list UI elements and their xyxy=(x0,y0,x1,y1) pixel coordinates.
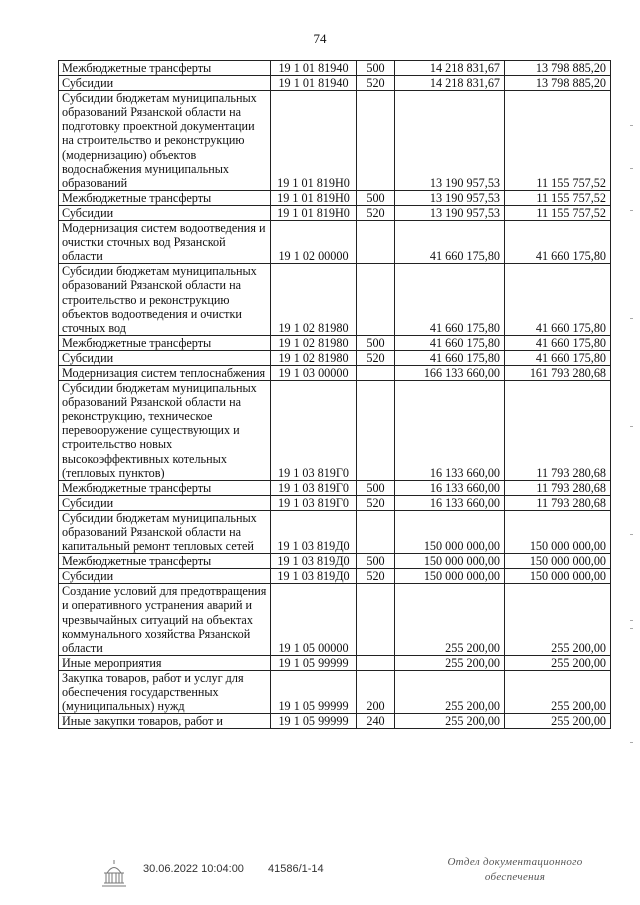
row-amount-1-cell: 41 660 175,80 xyxy=(395,264,505,335)
row-name-cell: Субсидии xyxy=(59,495,271,510)
scan-edge-marks xyxy=(630,0,634,905)
row-expense-type-cell xyxy=(357,655,395,670)
row-name-cell: Межбюджетные трансферты xyxy=(59,61,271,76)
row-amount-1-cell: 16 133 660,00 xyxy=(395,480,505,495)
row-code-cell: 19 1 01 819Н0 xyxy=(271,205,357,220)
row-amount-2-cell: 11 793 280,68 xyxy=(505,495,611,510)
budget-table xyxy=(58,60,611,729)
row-name-cell: Субсидии xyxy=(59,350,271,365)
table-row xyxy=(59,714,611,729)
row-expense-type-cell: 500 xyxy=(357,335,395,350)
table-row xyxy=(59,350,611,365)
table-row xyxy=(59,495,611,510)
row-name-cell: Модернизация систем водоотведения и очистки сточных вод Рязанской области xyxy=(59,221,271,264)
row-amount-1-cell: 14 218 831,67 xyxy=(395,76,505,91)
row-amount-2-cell: 11 155 757,52 xyxy=(505,190,611,205)
row-name-cell: Закупка товаров, работ и услуг для обеспечения государственных (муниципальных) нужд xyxy=(59,670,271,713)
row-code-cell: 19 1 05 99999 xyxy=(271,670,357,713)
row-code-cell: 19 1 01 819Н0 xyxy=(271,190,357,205)
row-amount-2-cell: 41 660 175,80 xyxy=(505,335,611,350)
row-expense-type-cell: 500 xyxy=(357,480,395,495)
row-name-cell: Межбюджетные трансферты xyxy=(59,480,271,495)
row-amount-2-cell: 41 660 175,80 xyxy=(505,221,611,264)
table-row xyxy=(59,584,611,655)
row-amount-2-cell: 150 000 000,00 xyxy=(505,510,611,553)
table-row xyxy=(59,510,611,553)
row-name-cell: Иные мероприятия xyxy=(59,655,271,670)
row-code-cell: 19 1 02 81980 xyxy=(271,264,357,335)
row-name-cell: Межбюджетные трансферты xyxy=(59,335,271,350)
row-amount-2-cell: 255 200,00 xyxy=(505,584,611,655)
row-amount-2-cell: 41 660 175,80 xyxy=(505,350,611,365)
row-amount-1-cell: 255 200,00 xyxy=(395,584,505,655)
row-amount-1-cell: 13 190 957,53 xyxy=(395,190,505,205)
row-expense-type-cell: 200 xyxy=(357,670,395,713)
row-amount-1-cell: 41 660 175,80 xyxy=(395,335,505,350)
row-name-cell: Субсидии xyxy=(59,569,271,584)
row-expense-type-cell: 500 xyxy=(357,61,395,76)
row-amount-1-cell: 150 000 000,00 xyxy=(395,510,505,553)
row-expense-type-cell: 520 xyxy=(357,495,395,510)
row-amount-1-cell: 255 200,00 xyxy=(395,714,505,729)
row-amount-2-cell: 150 000 000,00 xyxy=(505,569,611,584)
table-row xyxy=(59,335,611,350)
row-expense-type-cell: 500 xyxy=(357,190,395,205)
row-code-cell: 19 1 03 819Г0 xyxy=(271,495,357,510)
row-amount-2-cell: 255 200,00 xyxy=(505,670,611,713)
row-amount-1-cell: 255 200,00 xyxy=(395,670,505,713)
row-expense-type-cell xyxy=(357,584,395,655)
row-amount-1-cell: 13 190 957,53 xyxy=(395,205,505,220)
table-row xyxy=(59,91,611,191)
row-amount-2-cell: 11 793 280,68 xyxy=(505,381,611,481)
row-code-cell: 19 1 03 819Г0 xyxy=(271,381,357,481)
row-amount-1-cell: 150 000 000,00 xyxy=(395,554,505,569)
row-name-cell: Субсидии бюджетам муниципальных образований Рязанской области на реконструкцию, техническое перевооружение существующих и строительство новых высокоэффективных котельных (тепловых пунктов) xyxy=(59,381,271,481)
row-expense-type-cell: 240 xyxy=(357,714,395,729)
row-amount-1-cell: 16 133 660,00 xyxy=(395,381,505,481)
table-row xyxy=(59,76,611,91)
row-code-cell: 19 1 02 00000 xyxy=(271,221,357,264)
row-expense-type-cell xyxy=(357,91,395,191)
table-row xyxy=(59,190,611,205)
row-name-cell: Межбюджетные трансферты xyxy=(59,190,271,205)
row-name-cell: Субсидии бюджетам муниципальных образований Рязанской области на капитальный ремонт тепловых сетей xyxy=(59,510,271,553)
row-expense-type-cell: 520 xyxy=(357,205,395,220)
row-amount-2-cell: 11 155 757,52 xyxy=(505,91,611,191)
row-code-cell: 19 1 03 819Д0 xyxy=(271,554,357,569)
page-footer xyxy=(0,855,640,895)
row-name-cell: Межбюджетные трансферты xyxy=(59,554,271,569)
row-code-cell: 19 1 03 819Д0 xyxy=(271,569,357,584)
row-code-cell: 19 1 03 819Д0 xyxy=(271,510,357,553)
row-amount-1-cell: 13 190 957,53 xyxy=(395,91,505,191)
row-name-cell: Субсидии бюджетам муниципальных образований Рязанской области на строительство и реконструкцию объектов водоотведения и очистки сточных вод xyxy=(59,264,271,335)
table-row xyxy=(59,221,611,264)
table-row xyxy=(59,554,611,569)
row-code-cell: 19 1 01 819Н0 xyxy=(271,91,357,191)
duma-building-seal-icon xyxy=(98,857,130,889)
row-code-cell: 19 1 05 00000 xyxy=(271,584,357,655)
row-expense-type-cell xyxy=(357,381,395,481)
table-row xyxy=(59,365,611,380)
row-code-cell: 19 1 05 99999 xyxy=(271,655,357,670)
table-row xyxy=(59,655,611,670)
table-row xyxy=(59,205,611,220)
row-name-cell: Иные закупки товаров, работ и xyxy=(59,714,271,729)
row-amount-1-cell: 41 660 175,80 xyxy=(395,221,505,264)
footer-doc-number: 41586/1-14 xyxy=(268,863,324,875)
row-code-cell: 19 1 02 81980 xyxy=(271,335,357,350)
table-row xyxy=(59,569,611,584)
row-code-cell: 19 1 03 819Г0 xyxy=(271,480,357,495)
row-amount-2-cell: 11 155 757,52 xyxy=(505,205,611,220)
row-amount-2-cell: 41 660 175,80 xyxy=(505,264,611,335)
row-expense-type-cell: 520 xyxy=(357,76,395,91)
row-expense-type-cell xyxy=(357,365,395,380)
page-number: 74 xyxy=(313,31,327,46)
row-code-cell: 19 1 02 81980 xyxy=(271,350,357,365)
row-amount-2-cell: 11 793 280,68 xyxy=(505,480,611,495)
table-row xyxy=(59,61,611,76)
row-expense-type-cell: 500 xyxy=(357,554,395,569)
row-amount-2-cell: 13 798 885,20 xyxy=(505,76,611,91)
row-amount-1-cell: 14 218 831,67 xyxy=(395,61,505,76)
row-name-cell: Создание условий для предотвращения и оперативного устранения аварий и чрезвычайных ситуаций на объектах коммунального хозяйства Рязанской области xyxy=(59,584,271,655)
row-expense-type-cell: 520 xyxy=(357,350,395,365)
row-code-cell: 19 1 03 00000 xyxy=(271,365,357,380)
row-amount-2-cell: 255 200,00 xyxy=(505,655,611,670)
row-amount-2-cell: 161 793 280,68 xyxy=(505,365,611,380)
table-row xyxy=(59,670,611,713)
row-code-cell: 19 1 01 81940 xyxy=(271,76,357,91)
row-code-cell: 19 1 05 99999 xyxy=(271,714,357,729)
row-amount-1-cell: 166 133 660,00 xyxy=(395,365,505,380)
row-amount-2-cell: 13 798 885,20 xyxy=(505,61,611,76)
row-name-cell: Субсидии xyxy=(59,205,271,220)
row-name-cell: Субсидии бюджетам муниципальных образований Рязанской области на подготовку проектной документации на строительство и реконструкцию (модернизацию) объектов водоснабжения муниципальных образований xyxy=(59,91,271,191)
table-row xyxy=(59,480,611,495)
row-amount-2-cell: 255 200,00 xyxy=(505,714,611,729)
row-name-cell: Модернизация систем теплоснабжения xyxy=(59,365,271,380)
table-row xyxy=(59,264,611,335)
row-amount-2-cell: 150 000 000,00 xyxy=(505,554,611,569)
footer-datetime: 30.06.2022 10:04:00 xyxy=(143,863,244,875)
footer-department-stamp: Отдел документационного обеспечения xyxy=(447,856,583,883)
row-amount-1-cell: 150 000 000,00 xyxy=(395,569,505,584)
row-expense-type-cell xyxy=(357,264,395,335)
table-row xyxy=(59,381,611,481)
row-expense-type-cell xyxy=(357,510,395,553)
row-code-cell: 19 1 01 81940 xyxy=(271,61,357,76)
row-amount-1-cell: 41 660 175,80 xyxy=(395,350,505,365)
row-expense-type-cell: 520 xyxy=(357,569,395,584)
row-expense-type-cell xyxy=(357,221,395,264)
row-amount-1-cell: 16 133 660,00 xyxy=(395,495,505,510)
row-amount-1-cell: 255 200,00 xyxy=(395,655,505,670)
row-name-cell: Субсидии xyxy=(59,76,271,91)
